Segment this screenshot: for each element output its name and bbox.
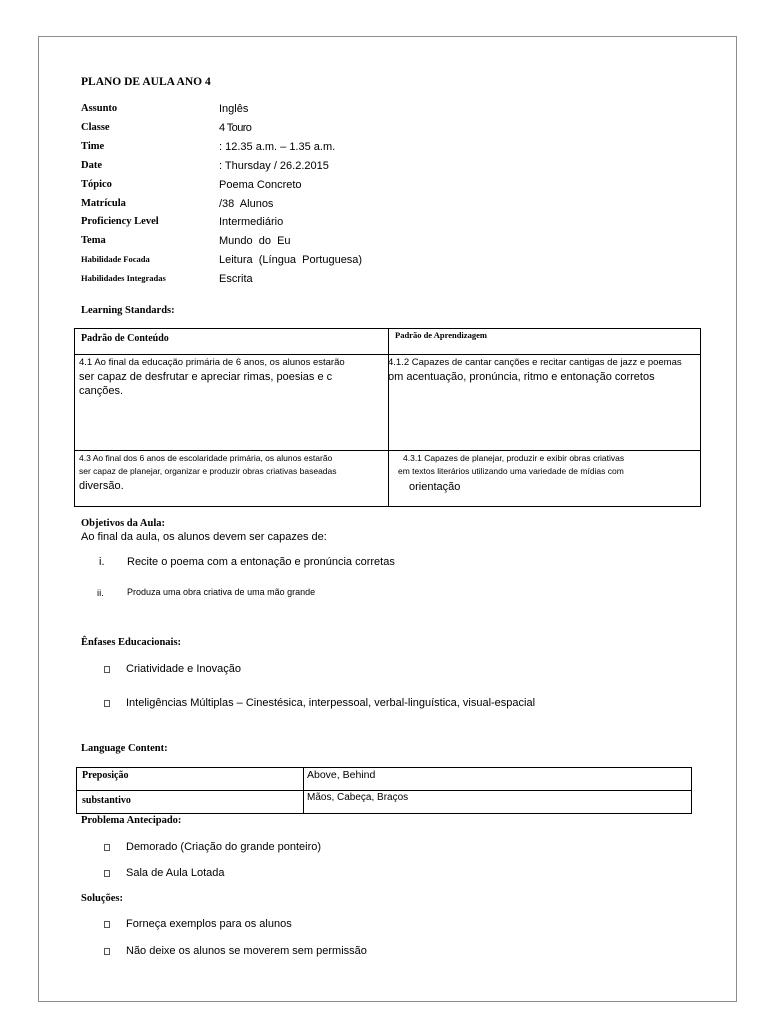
objective-2-number: ii.	[97, 588, 104, 599]
objectives-intro: Ao final da aula, os alunos devem ser capazes de:	[81, 531, 327, 543]
checkbox-bullet-icon	[104, 921, 110, 928]
objective-1-text: Recite o poema com a entonação e pronúncia corretas	[127, 556, 395, 568]
emphases-heading: Ênfases Educacionais:	[81, 637, 182, 648]
learning-standard-cell-1	[389, 355, 701, 451]
learning-standard-header: Padrão de Aprendizagem	[395, 330, 487, 340]
learning-standard-1-line-1: 4.1.2 Capazes de cantar canções e recitar cantigas de jazz e poemas	[388, 357, 682, 368]
emphasis-item-1	[104, 663, 241, 675]
value-habilidade-focada: Leitura (Língua Portuguesa)	[219, 254, 363, 266]
language-row-1-value: Above, Behind	[307, 769, 376, 781]
problems-heading: Problema Antecipado:	[81, 815, 182, 826]
content-standard-cell-2	[75, 451, 389, 507]
checkbox-bullet-icon	[104, 844, 110, 851]
label-matricula: Matrícula	[81, 198, 126, 209]
label-habilidade-focada: Habilidade Focada	[81, 254, 150, 264]
solution-item-2	[104, 945, 367, 957]
learning-standard-2-line-1: 4.3.1 Capazes de planejar, produzir e exibir obras criativas	[403, 453, 625, 463]
learning-standards-heading: Learning Standards:	[81, 305, 175, 316]
problem-item-2	[104, 867, 224, 879]
language-content-heading: Language Content:	[81, 743, 168, 754]
checkbox-bullet-icon	[104, 948, 110, 955]
checkbox-bullet-icon	[104, 666, 110, 673]
value-date: : Thursday / 26.2.2015	[219, 160, 329, 172]
content-standard-1-line-1: 4.1 Ao final da educação primária de 6 anos, os alunos estarão	[79, 357, 345, 368]
label-topico: Tópico	[81, 179, 112, 190]
label-assunto: Assunto	[81, 103, 118, 114]
content-standard-header: Padrão de Conteúdo	[81, 333, 169, 344]
value-classe: 4 Touro	[219, 122, 252, 134]
content-standard-2-line-2: ser capaz de planejar, organizar e produzir obras criativas baseadas	[79, 466, 337, 476]
language-row-2-value-cell	[304, 791, 692, 814]
content-standard-2-line-1: 4.3 Ao final dos 6 anos de escolaridade primária, os alunos estarão	[79, 453, 333, 463]
emphasis-item-1-text: Criatividade e Inovação	[126, 663, 241, 675]
problem-item-1	[104, 841, 321, 853]
language-row-2-value: Mãos, Cabeça, Braços	[307, 792, 409, 803]
checkbox-bullet-icon	[104, 870, 110, 877]
label-time: Time	[81, 141, 105, 152]
language-row-2-label-cell	[77, 791, 304, 814]
content-standard-1-line-2: ser capaz de desfrutar e apreciar rimas, poesias e c	[79, 371, 333, 383]
value-tema: Mundo do Eu	[219, 235, 291, 247]
learning-standard-header-cell	[389, 329, 701, 355]
solution-item-1-text: Forneça exemplos para os alunos	[126, 918, 292, 930]
language-content-table	[76, 767, 692, 814]
value-assunto: Inglês	[219, 103, 249, 115]
objective-1-number: i.	[99, 556, 105, 568]
content-standard-cell-1	[75, 355, 389, 451]
learning-standard-cell-2	[389, 451, 701, 507]
label-date: Date	[81, 160, 102, 171]
solution-item-1	[104, 918, 292, 930]
emphasis-item-2	[104, 697, 535, 709]
learning-standard-2-line-2: em textos literários utilizando uma variedade de mídias com	[398, 466, 624, 476]
solution-item-2-text: Não deixe os alunos se moverem sem permissão	[126, 945, 367, 957]
label-habilidades-integradas: Habilidades Integradas	[81, 273, 166, 283]
value-matricula: /38 Alunos	[219, 198, 274, 210]
value-time: : 12.35 a.m. – 1.35 a.m.	[219, 141, 336, 153]
label-proficiency: Proficiency Level	[81, 216, 159, 227]
learning-standards-table	[74, 328, 701, 507]
value-topico: Poema Concreto	[219, 179, 302, 191]
value-proficiency: Intermediário	[219, 216, 284, 228]
content-standard-2-line-3: diversão.	[79, 480, 124, 492]
objective-2-text: Produza uma obra criativa de uma mão grande	[127, 587, 316, 597]
language-row-1-value-cell	[304, 768, 692, 791]
content-standard-1-line-3: canções.	[79, 385, 124, 397]
document-title: PLANO DE AULA ANO 4	[81, 76, 211, 88]
language-row-1-label-cell	[77, 768, 304, 791]
emphasis-item-2-text: Inteligências Múltiplas – Cinestésica, interpessoal, verbal-linguística, visual-espacial	[126, 697, 536, 709]
learning-standard-2-line-3: orientação	[409, 481, 461, 493]
checkbox-bullet-icon	[104, 700, 110, 707]
language-row-1-label: Preposição	[82, 770, 129, 781]
learning-standard-1-line-2: om acentuação, pronúncia, ritmo e entonação corretos	[388, 371, 655, 383]
language-row-2-label: substantivo	[82, 795, 131, 806]
objectives-heading: Objetivos da Aula:	[81, 518, 166, 529]
value-habilidades-integradas: Escrita	[219, 273, 253, 285]
solutions-heading: Soluções:	[81, 893, 123, 904]
problem-item-1-text: Demorado (Criação do grande ponteiro)	[126, 841, 322, 853]
problem-item-2-text: Sala de Aula Lotada	[126, 867, 225, 879]
label-tema: Tema	[81, 235, 106, 246]
label-classe: Classe	[81, 122, 110, 133]
content-standard-header-cell	[75, 329, 389, 355]
